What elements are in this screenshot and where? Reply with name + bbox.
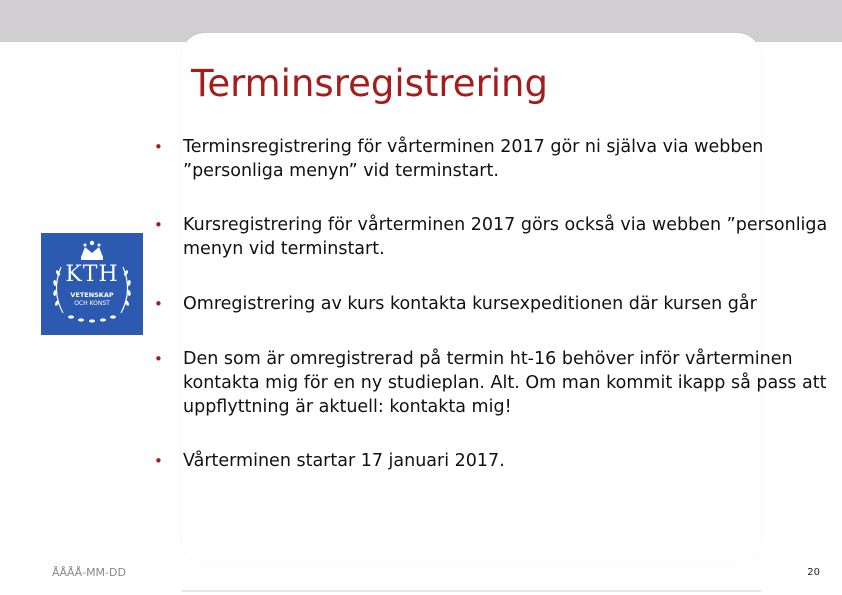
bullet-item bbox=[150, 292, 830, 316]
logo-text-line2: OCH KONST bbox=[74, 300, 110, 307]
logo-text-main: KTH bbox=[65, 262, 119, 287]
bullet-dot: • bbox=[154, 216, 163, 234]
bullet-dot: • bbox=[154, 138, 163, 156]
bullet-text: Den som är omregistrerad på termin ht-16 behöver inför vårterminen kontakta mig för en ny studieplan. Alt. Om man kommit ikapp så pass att uppflyttning är aktuell: kontakta mig! bbox=[183, 349, 827, 417]
bullet-text: Terminsregistrering för vårterminen 2017 gör ni själva via webben ”personliga menyn” vid terminstart. bbox=[183, 137, 764, 181]
bullet-text: Omregistrering av kurs kontakta kursexpeditionen där kursen går bbox=[183, 294, 757, 314]
bullet-text: Vårterminen startar 17 januari 2017. bbox=[183, 451, 505, 471]
date-placeholder: ÅÅÅÅ-MM-DD bbox=[52, 566, 126, 579]
bullet-item bbox=[150, 347, 830, 419]
bullet-dot: • bbox=[154, 295, 163, 313]
bullet-dot: • bbox=[154, 452, 163, 470]
slide-title: Terminsregistrering bbox=[191, 62, 548, 105]
bullet-dot: • bbox=[154, 350, 163, 368]
bullet-text: Kursregistrering för vårterminen 2017 görs också via webben ”personliga menyn vid terminstart. bbox=[183, 215, 828, 259]
footer-line bbox=[181, 590, 761, 592]
bullet-item bbox=[150, 213, 830, 261]
page-number: 20 bbox=[807, 567, 820, 578]
logo-text-line1: VETENSKAP bbox=[70, 291, 114, 299]
bullet-list bbox=[150, 135, 830, 499]
bullet-item bbox=[150, 135, 830, 183]
bullet-item bbox=[150, 449, 830, 473]
kth-logo-icon bbox=[41, 233, 143, 335]
